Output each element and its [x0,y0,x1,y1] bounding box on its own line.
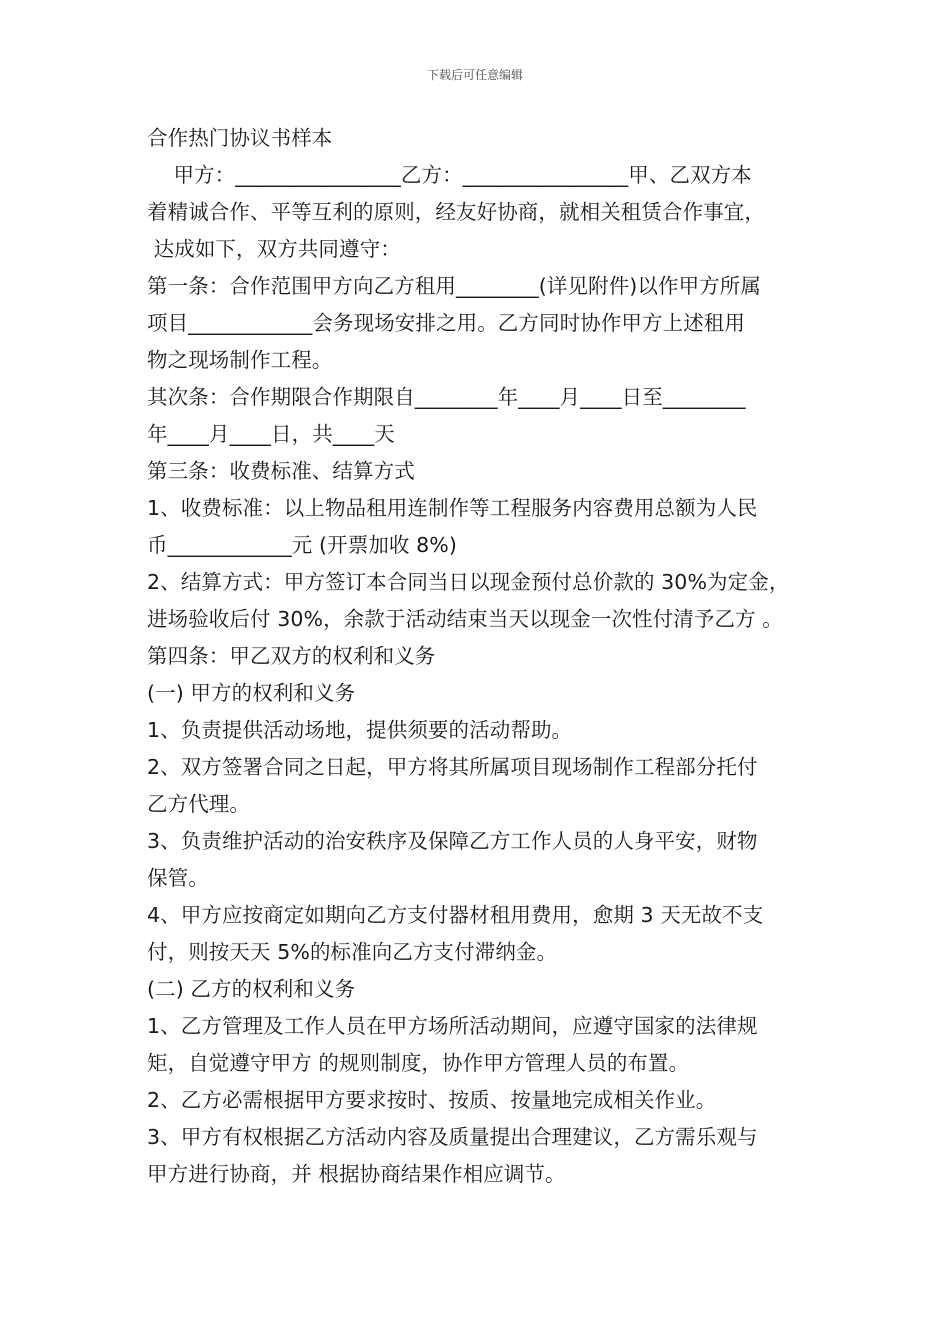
text-line: 着精诚合作、平等互利的原则，经友好协商，就相关租赁合作事宜， [147,200,765,224]
text-line: 甲方：________________乙方：________________甲、乙双方本 [147,163,752,187]
text-line: 进场验收后付 30%，余款于活动结束当天以现金一次性付清予乙方 。 [147,607,783,631]
text-line: 付，则按天天 5%的标准向乙方支付滞纳金。 [147,940,558,964]
document-title: 合作热门协议书样本 [147,126,333,150]
text-line: 3、甲方有权根据乙方活动内容及质量提出合理建议，乙方需乐观与 [147,1125,758,1149]
text-line: 2、乙方必需根据甲方要求按时、按质、按量地完成相关作业。 [147,1088,717,1112]
text-line: 3、负责维护活动的治安秩序及保障乙方工作人员的人身平安，财物 [147,829,758,853]
text-line: 矩，自觉遵守甲方 的规则制度，协作甲方管理人员的布置。 [147,1051,690,1075]
text-line: 达成如下，双方共同遵守： [147,237,401,261]
text-line: 币____________元 (开票加收 8%) [147,533,457,557]
text-line: 1、收费标准：以上物品租用连制作等工程服务内容费用总额为人民 [147,496,758,520]
document-body [147,117,812,1193]
text-line: (二) 乙方的权利和义务 [147,977,356,1001]
text-line: 1、乙方管理及工作人员在甲方场所活动期间，应遵守国家的法律规 [147,1014,758,1038]
text-line: 保管。 [147,866,209,890]
text-line: 物之现场制作工程。 [147,348,333,372]
text-line: 第一条：合作范围甲方向乙方租用________(详见附件)以作甲方所属 [147,274,761,298]
text-line: 1、负责提供活动场地，提供须要的活动帮助。 [147,718,573,742]
text-line: 第三条：收费标准、结算方式 [147,459,415,483]
text-line: 甲方进行协商，并 根据协商结果作相应调节。 [147,1162,566,1186]
text-line: 乙方代理。 [147,792,250,816]
text-line: 项目____________会务现场安排之用。乙方同时协作甲方上述租用 [147,311,745,335]
text-line: (一) 甲方的权利和义务 [147,681,356,705]
text-line: 年____月____日，共____天 [147,422,395,446]
page-header-note: 下载后可任意编辑 [426,68,523,82]
text-line: 第四条：甲乙双方的权利和义务 [147,644,436,668]
text-line: 2、结算方式：甲方签订本合同当日以现金预付总价款的 30%为定金， [147,570,790,594]
text-line: 其次条：合作期限合作期限自________年____月____日至________ [147,385,746,409]
text-line: 2、双方签署合同之日起，甲方将其所属项目现场制作工程部分托付 [147,755,758,779]
text-line: 4、甲方应按商定如期向乙方支付器材租用费用，愈期 3 天无故不支 [147,903,764,927]
